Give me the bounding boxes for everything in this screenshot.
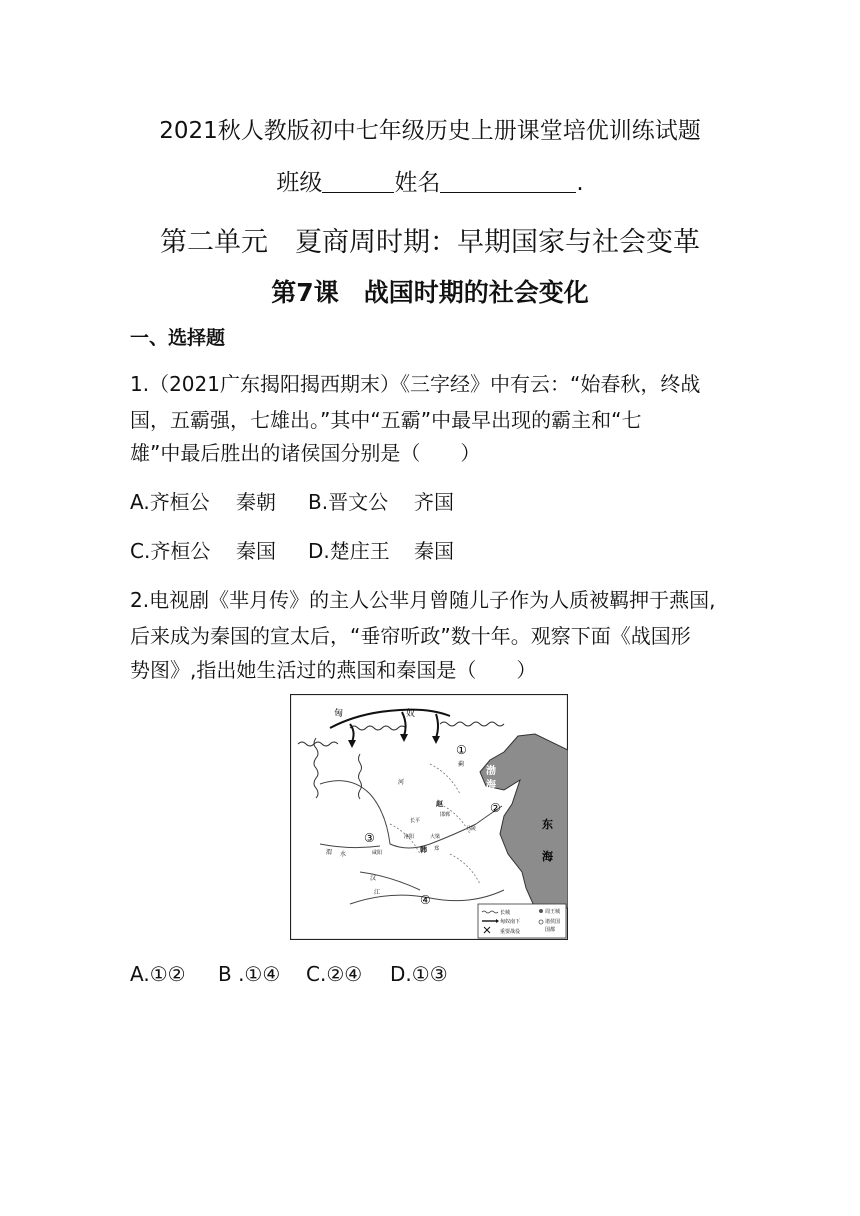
label-donghai-1: 东 <box>542 818 553 831</box>
label-n3: ③ <box>364 831 375 845</box>
legend-zhou-capital: 周王城 <box>545 909 561 915</box>
option-c-text[interactable]: C.②④ <box>306 962 363 986</box>
question-1-options-row-1 <box>130 486 454 515</box>
student-info-line <box>0 164 860 197</box>
legend-state-capital-2: 国都 <box>545 927 556 933</box>
label-wei-shui: 渭 <box>326 849 333 856</box>
label-daliang: 大梁 <box>430 834 441 840</box>
period-mark: . <box>576 170 584 196</box>
label-shui: 水 <box>340 851 347 858</box>
unit-title: 第二单元 夏商周时期：早期国家与社会变革 <box>160 227 700 258</box>
label-maling: 马陵 <box>466 826 477 832</box>
option-a-text[interactable]: A.齐桓公 <box>130 490 210 514</box>
question-2-line-3: 势图》,指出她生活过的燕国和秦国是（ ） <box>130 658 537 682</box>
option-a-text[interactable]: A.①② <box>130 962 186 986</box>
legend-xiongnu-south: 匈奴南下 <box>500 919 521 925</box>
label-han: 韩 <box>420 845 427 854</box>
label-handan: 邯郸 <box>440 812 451 818</box>
question-1-line-1: 1.（2021广东揭阳揭西期末）《三字经》中有云：“始春秋，终战 <box>130 372 701 396</box>
label-donghai-2: 海 <box>542 850 553 863</box>
question-2-line-2: 后来成为秦国的宣太后，“垂帘听政”数十年。观察下面《战国形 <box>130 624 691 648</box>
option-b-text[interactable]: B.晋文公 <box>308 490 389 514</box>
class-blank[interactable] <box>322 170 394 193</box>
name-blank[interactable] <box>440 170 576 193</box>
label-n4: ④ <box>420 893 431 907</box>
option-b-text[interactable]: B .①④ <box>218 962 281 986</box>
label-xiong: 匈 <box>334 709 344 719</box>
label-nu: 奴 <box>406 709 416 719</box>
legend-state-capital-1: 诸侯国 <box>545 919 561 925</box>
label-xianyang: 咸阳 <box>372 850 383 856</box>
label-changping: 长平 <box>410 818 421 824</box>
lesson-title: 第7课 战国时期的社会变化 <box>271 278 589 307</box>
label-n2: ② <box>490 801 501 815</box>
option-d-text[interactable]: D.楚庄王 <box>308 539 390 563</box>
option-c-answer: 秦国 <box>236 539 276 563</box>
question-2-options-row <box>130 962 448 986</box>
name-label: 姓名 <box>394 170 441 196</box>
label-ji: 蓟 <box>458 761 465 768</box>
label-zheng: 郑 <box>434 846 440 852</box>
label-he: 河 <box>398 779 405 786</box>
option-d-answer: 秦国 <box>414 539 454 563</box>
label-luoyang: 洛阳 <box>404 834 415 840</box>
legend-great-wall: 长城 <box>500 910 511 916</box>
question-1-options-row-2 <box>130 535 454 564</box>
label-n1: ① <box>456 743 467 757</box>
option-d-text[interactable]: D.①③ <box>390 962 448 986</box>
label-jiang: 江 <box>374 889 381 896</box>
legend-battle: 重要战役 <box>500 929 521 935</box>
warring-states-map <box>290 694 568 940</box>
label-han-shui: 汉 <box>370 875 377 882</box>
question-2-line-1: 2.电视剧《芈月传》的主人公芈月曾随儿子作为人质被羁押于燕国, <box>130 588 716 612</box>
map-svg <box>290 694 568 940</box>
question-1-line-2: 国，五霸强，七雄出。”其中“五霸”中最早出现的霸主和“七 <box>130 408 642 432</box>
option-a-answer: 秦朝 <box>236 490 276 514</box>
section-title: 一、选择题 <box>130 327 226 349</box>
label-zhao: 赵 <box>436 799 443 808</box>
option-c-text[interactable]: C.齐桓公 <box>130 539 211 563</box>
option-b-answer: 齐国 <box>414 490 454 514</box>
class-label: 班级 <box>276 170 323 196</box>
question-1-line-3: 雄”中最后胜出的诸侯国分别是（ ） <box>130 441 481 465</box>
label-bohai-1: 渤 <box>486 766 496 777</box>
document-title: 2021秋人教版初中七年级历史上册课堂培优训练试题 <box>159 118 701 144</box>
label-bohai-2: 海 <box>486 780 496 791</box>
